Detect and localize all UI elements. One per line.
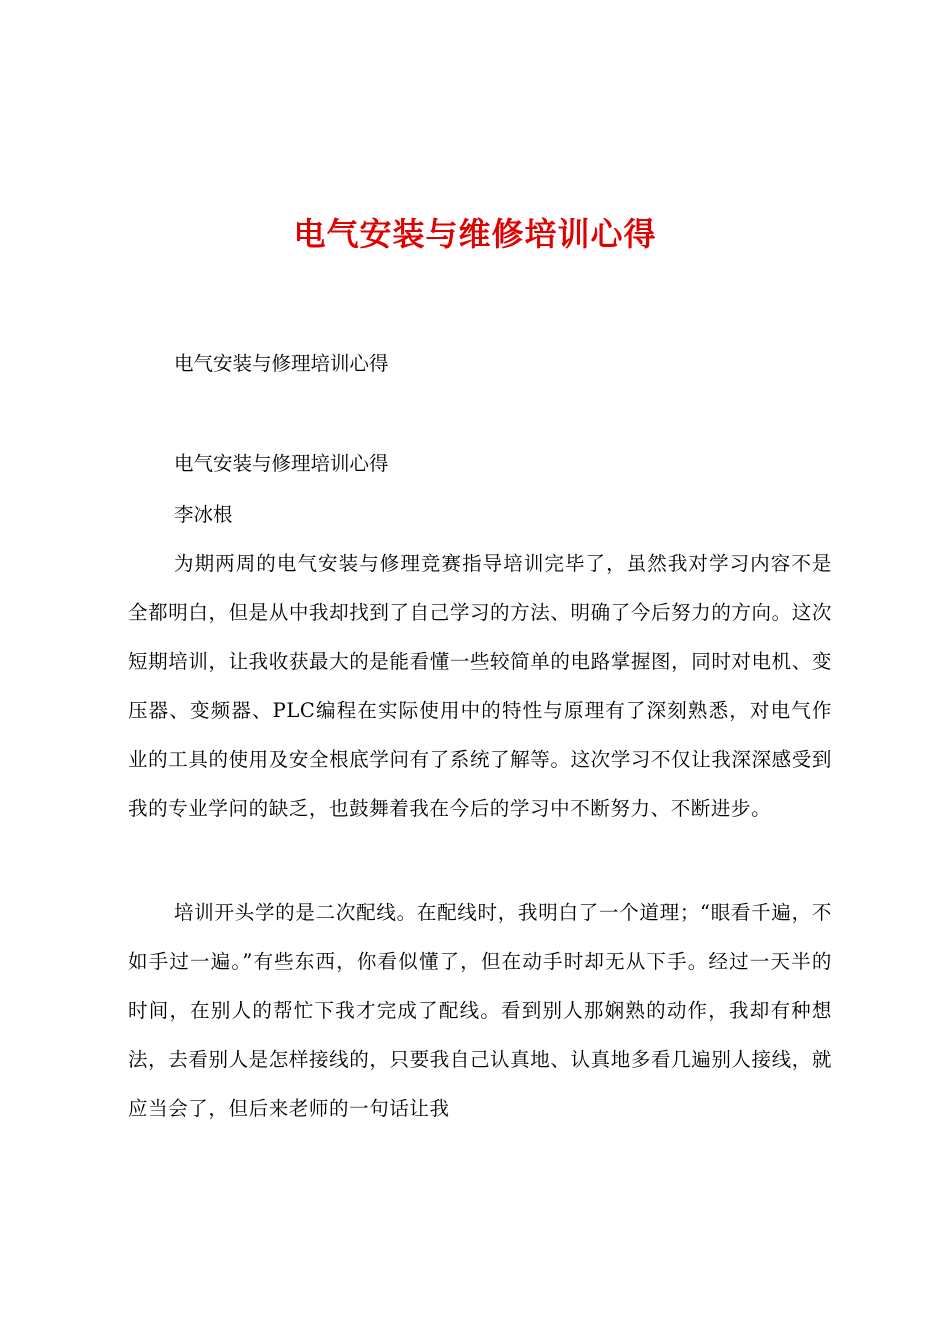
section-heading: 电气安装与修理培训心得 — [174, 452, 389, 475]
body-paragraph-2: 培训开头学的是二次配线。在配线时，我明白了一个道理；“眼看千遍，不如手过一遍。”有些东西，你看似懂了，但在动手时却无从下手。经过一天半的时间，在别人的帮忙下我才完成了配线。看到别人那娴熟的动作，我却有种想法，去看别人是怎样接线的，只要我自己认真地、认真地多看几遍别人接线，就应当会了，但后来老师的一句话让我 — [128, 901, 832, 1120]
document-title: 电气安装与维修培训心得 — [293, 215, 657, 253]
body-paragraph-1: 为期两周的电气安装与修理竞赛指导培训完毕了，虽然我对学习内容不是全都明白，但是从中我却找到了自己学习的方法、明确了今后努力的方向。这次短期培训，让我收获最大的是能看懂一些较简单的电路掌握图，同时对电机、变压器、变频器、PLC编程在实际使用中的特性与原理有了深刻熟悉，对电气作业的工具的使用及安全根底学问有了系统了解等。这次学习不仅让我深深感受到我的专业学问的缺乏，也鼓舞着我在今后的学习中不断努力、不断进步。 — [128, 552, 832, 820]
document-subtitle: 电气安装与修理培训心得 — [174, 352, 389, 375]
author-name: 李冰根 — [174, 503, 233, 526]
